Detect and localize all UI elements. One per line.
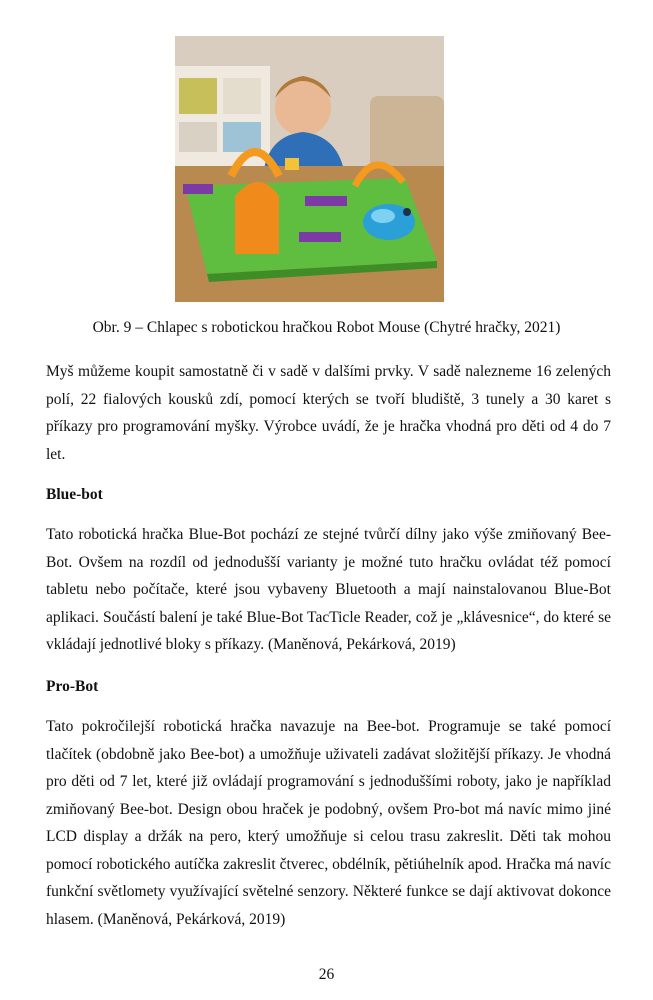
- boy-with-robot-mouse-illustration: [175, 36, 444, 302]
- heading-bluebot-block: [46, 485, 611, 505]
- paragraph-bluebot-block: [46, 521, 611, 659]
- figure-caption: Obr. 9 – Chlapec s robotickou hračkou Robot Mouse (Chytré hračky, 2021): [92, 319, 561, 336]
- page-number: 26: [318, 966, 335, 983]
- heading-bluebot: Blue-bot: [46, 486, 103, 503]
- heading-probot-block: [46, 677, 611, 697]
- heading-probot: Pro-Bot: [46, 678, 99, 695]
- paragraph-probot-block: [46, 713, 611, 933]
- paragraph-bluebot: Tato robotická hračka Blue-Bot pochází ze stejné tvůrčí dílny jako výše zmiňovaný Bee-Bot. Ovšem na rozdíl od jednodušší varianty je možné tuto hračku ovládat též pomocí tabletu nebo počítače, které jsou vybaveny Bluetooth a mají nainstalovanou Blue-Bot aplikaci. Součástí balení je také Blue-Bot TacTicle Reader, což je „klávesnice“, do které se vkládají jednotlivé bloky s příkazy. (Maněnová, Pekárková, 2019): [46, 526, 611, 653]
- paragraph-intro: Myš můžeme koupit samostatně či v sadě v dalšími prvky. V sadě nalezneme 16 zelených polí, 22 fialových kousků zdí, pomocí kterých se tvoří bludiště, 3 tunely a 30 karet s příkazy pro programování myšky. Výrobce uvádí, že je hračka vhodná pro děti od 4 do 7 let.: [46, 363, 611, 463]
- paragraph-intro-block: [46, 358, 611, 468]
- paragraph-probot: Tato pokročilejší robotická hračka navazuje na Bee-bot. Programuje se také pomocí tlačítek (obdobně jako Bee-bot) a umožňuje uživateli zadávat složitější příkazy. Je vhodná pro děti od 7 let, které již ovládají programování s jednoduššími roboty, jako je například zmiňovaný Bee-bot. Design obou hraček je podobný, ovšem Pro-bot má navíc mimo jiné LCD display a držák na pero, který umožňuje si celou trasu zakreslit. Děti tak mohou pomocí robotického autíčka zakreslit čtverec, obdélník, pětiúhelník apod. Hračka má navíc funkční světlomety využívající světelné senzory. Některé funkce se dají aktivovat dokonce hlasem. (Maněnová, Pekárková, 2019): [46, 718, 611, 928]
- figure-photo: [175, 36, 444, 302]
